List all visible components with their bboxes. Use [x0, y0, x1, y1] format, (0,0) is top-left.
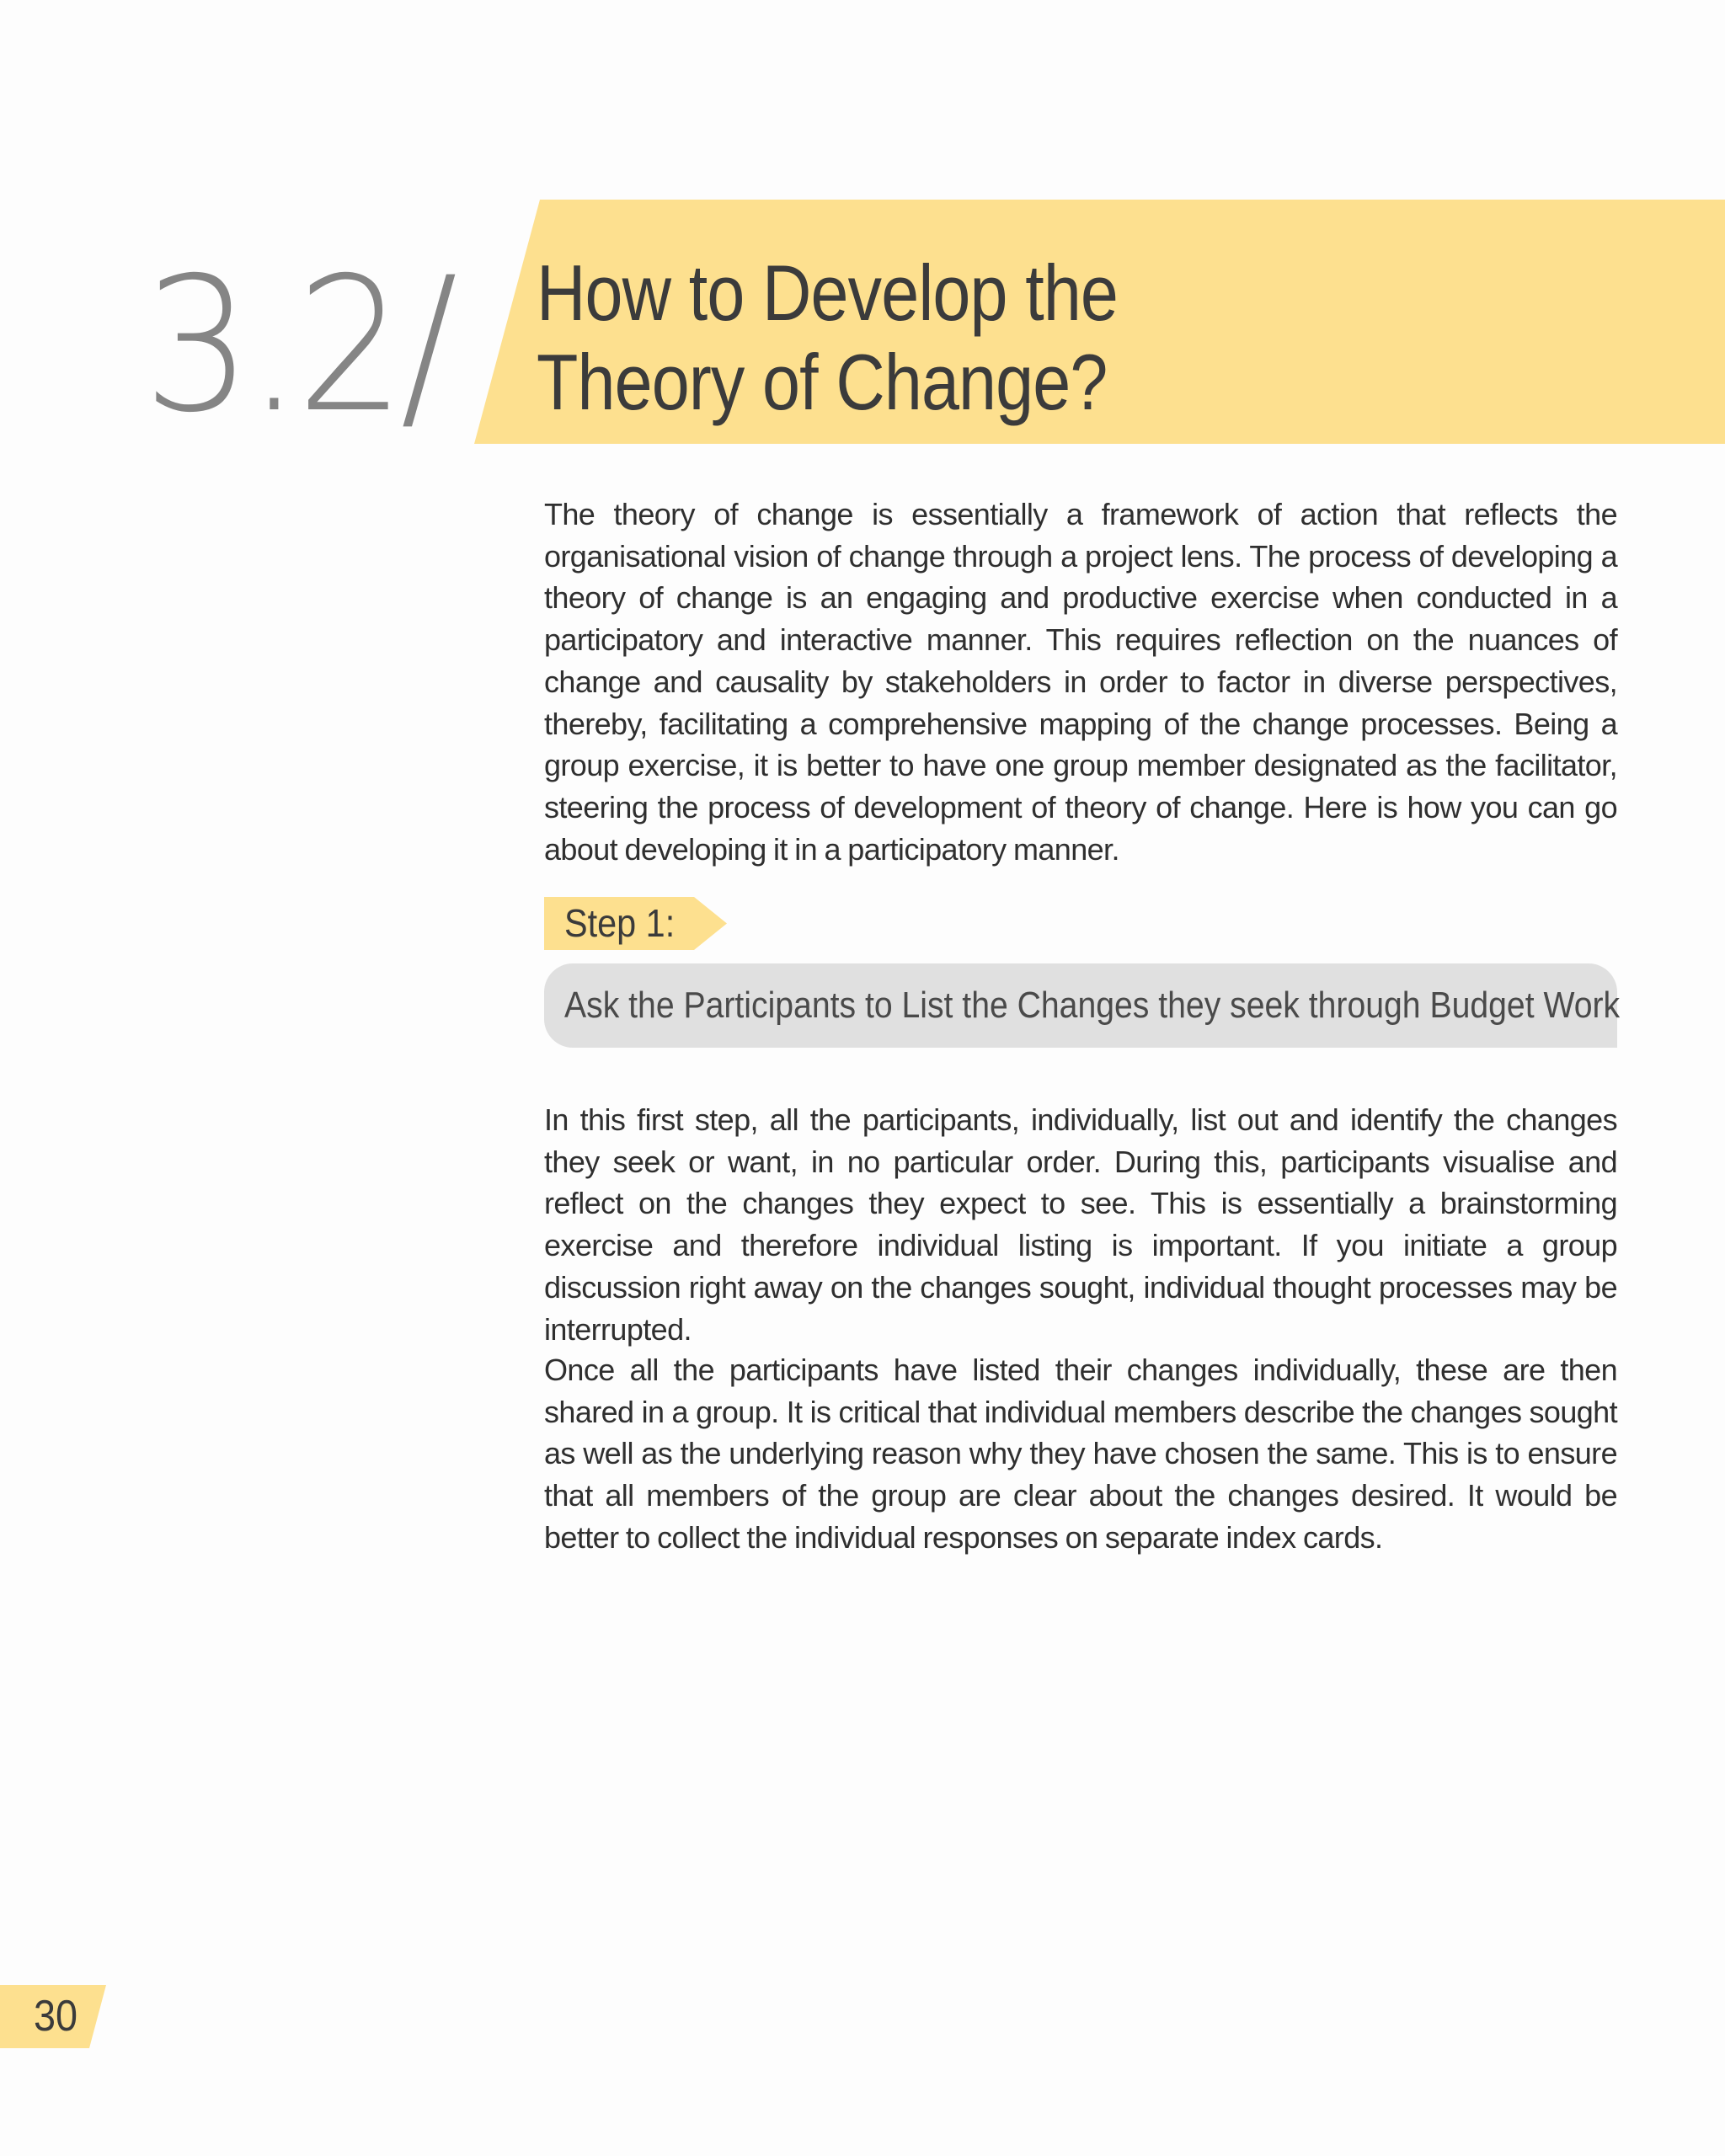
- step-paragraph-1: In this first step, all the participants, individually, list out and identify the changes they seek or want, in no particular order. During this, participants visualise and reflect on the changes they expect to see. This is essentially a brainstorming exercise and therefore individual listing is important. If you initiate a group discussion right away on the changes sought, individual thought processes may be interrupted.: [544, 1102, 1617, 1347]
- page-number: 30: [34, 1992, 78, 2041]
- section-number: 3.2/: [143, 237, 453, 453]
- step-heading: Ask the Participants to List the Changes they seek through Budget Work: [564, 985, 1621, 1026]
- step-paragraph-2: Once all the participants have listed their changes individually, these are then shared in a group. It is critical that individual members describe the changes sought as well as the underlying reason why they have chosen the same. This is to ensure that all members of the group are clear about the changes desired. It would be better to collect the individual responses on separate index cards.: [544, 1353, 1617, 1555]
- section-title-line-1: How to Develop the: [537, 248, 1119, 337]
- intro-paragraph: The theory of change is essentially a framework of action that reflects the organisational vision of change through a project lens. The process of developing a theory of change is an engaging and productive exercise when conducted in a participatory and interactive manner. This requires reflection on the nuances of change and causality by stakeholders in order to factor in diverse perspectives, thereby, facilitating a comprehensive mapping of the change processes. Being a group exercise, it is better to have one group member designated as the facilitator, steering the process of development of theory of change. Here is how you can go about developing it in a participatory manner.: [544, 497, 1617, 867]
- section-title: [537, 248, 1118, 427]
- step-label: Step 1:: [564, 901, 676, 945]
- section-title-line-2: Theory of Change?: [537, 338, 1108, 426]
